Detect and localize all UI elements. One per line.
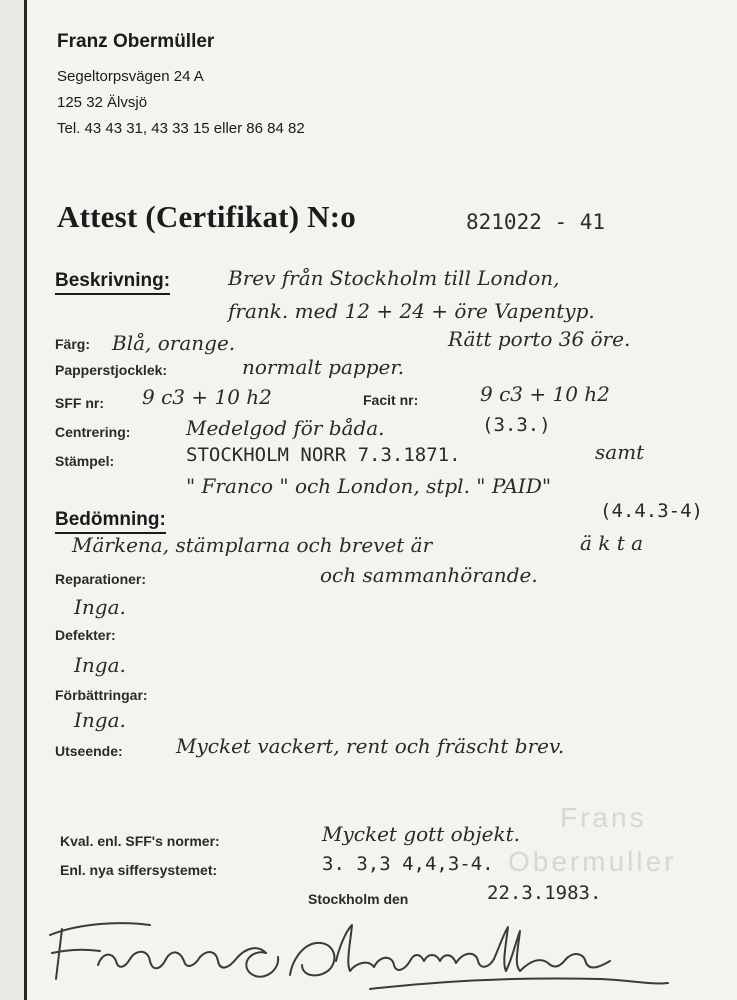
siffer-label: Enl. nya siffersystemet: [60,862,218,878]
siffer-value: 3. 3,3 4,4,3-4. [322,853,494,875]
bedomning-line-2: och sammanhörande. [320,563,538,587]
page-left-rule [24,0,27,1000]
farg-label: Färg: [55,336,90,352]
reparationer-value: Inga. [74,595,126,619]
bedomning-line-1: Märkena, stämplarna och brevet är [72,533,433,557]
sender-street: Segeltorpsvägen 24 A [57,68,204,85]
beskrivning-line-2: frank. med 12 + 24 + öre Vapentyp. [228,299,595,323]
sender-city: 125 32 Älvsjö [57,94,148,111]
reparationer-label: Reparationer: [55,571,147,587]
papper-label: Papperstjocklek: [55,362,168,378]
facit-value: 9 c3 + 10 h2 [480,382,610,406]
centrering-value: Medelgod för båda. [186,416,385,440]
papper-value: normalt papper. [242,355,405,379]
stampel-line-2: " Franco " och London, stpl. " PAID" [186,474,552,498]
sff-value: 9 c3 + 10 h2 [142,385,272,409]
centrering-label: Centrering: [55,424,131,440]
stampel-code: (4.4.3-4) [600,500,703,522]
forbattringar-label: Förbättringar: [55,687,148,703]
stampel-line-1: STOCKHOLM NORR 7.3.1871. [186,444,461,466]
centrering-code: (3.3.) [482,414,551,436]
utseende-value: Mycket vackert, rent och fräscht brev. [176,734,565,758]
signature-image [40,905,680,995]
utseende-label: Utseende: [55,743,123,759]
certificate-title: Attest (Certifikat) N:o [57,199,356,234]
beskrivning-line-1: Brev från Stockholm till London, [228,266,560,290]
stamp-watermark-line-2: Obermuller [508,846,677,877]
sff-label: SFF nr: [55,395,104,411]
defekter-label: Defekter: [55,627,116,643]
farg-value: Blå, orange. [112,331,236,355]
stampel-label: Stämpel: [55,453,115,469]
defekter-value: Inga. [74,653,126,677]
bedomning-akta: ä k t a [580,531,644,555]
porto-value: Rätt porto 36 öre. [448,327,631,351]
forbattringar-value: Inga. [74,708,126,732]
sender-phone: Tel. 43 43 31, 43 33 15 eller 86 84 82 [57,120,305,137]
certificate-number: 821022 - 41 [466,210,606,234]
facit-label: Facit nr: [363,392,419,408]
page-left-margin [0,0,24,1000]
stamp-watermark-line-1: Frans [560,802,647,833]
beskrivning-label: Beskrivning: [55,270,170,295]
stampel-samt: samt [595,440,645,464]
certificate-date: 22.3.1983. [487,882,602,904]
place-label: Stockholm den [308,891,409,907]
kval-label: Kval. enl. SFF's normer: [60,833,220,849]
kval-value: Mycket gott objekt. [322,822,520,846]
sender-name: Franz Obermüller [57,31,215,52]
bedomning-label: Bedömning: [55,509,166,534]
